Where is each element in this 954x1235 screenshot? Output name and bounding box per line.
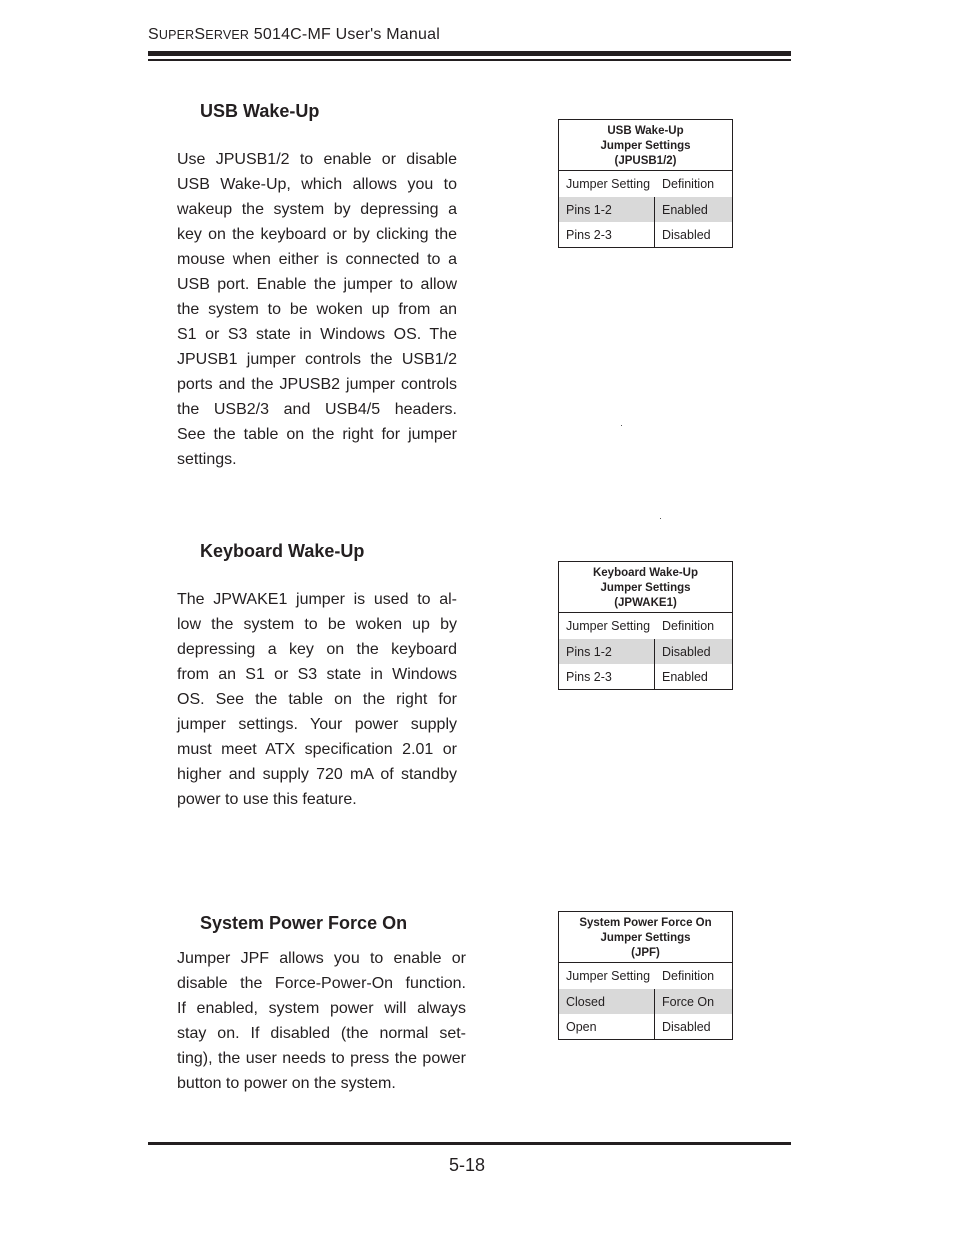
body-line: low the system to be woken up by xyxy=(177,616,457,633)
body-line: disable the Force-Power-On function. xyxy=(177,975,466,992)
jumper-table-usb-wake-up xyxy=(558,119,733,248)
section-title-usb-wake-up: USB Wake-Up xyxy=(200,101,320,121)
header-rule-thin xyxy=(148,59,791,61)
table-header-row xyxy=(559,613,732,639)
body-line: USB port. Enable the jumper to allow xyxy=(177,276,457,293)
section-title-system-power-force-on: System Power Force On xyxy=(200,913,408,933)
body-line: key on the keyboard or by clicking the xyxy=(177,226,457,243)
cell-definition: Enabled xyxy=(662,669,708,684)
table-caption xyxy=(559,562,732,613)
cell-setting: Closed xyxy=(559,989,655,1014)
column-header-definition: Definition xyxy=(662,177,715,191)
caption-line: Jumper Settings xyxy=(600,140,691,152)
speck xyxy=(621,425,622,426)
body-line: S1 or S3 state in Windows OS. The xyxy=(177,326,457,343)
table-caption xyxy=(559,120,732,171)
cell-setting: Open xyxy=(559,1014,655,1039)
table-header-row xyxy=(559,963,732,989)
caption-line: Jumper Settings xyxy=(600,582,691,594)
header-erver: ERVER xyxy=(205,28,250,42)
cell-setting: Pins 2-3 xyxy=(559,664,655,689)
table-row xyxy=(559,222,732,247)
page-number: 5-18 xyxy=(449,1155,486,1175)
jumper-table-system-power-force-on xyxy=(558,911,733,1040)
body-line: mouse when either is connected to a xyxy=(177,251,457,268)
table-row xyxy=(559,197,732,222)
caption-line: System Power Force On xyxy=(579,917,712,929)
section-body-keyboard-wake-up xyxy=(177,587,457,812)
caption-line: (JPF) xyxy=(631,947,660,959)
body-line: The JPWAKE1 jumper is used to al- xyxy=(177,591,457,608)
header-rule-thick xyxy=(148,51,791,56)
column-header-jumper-setting: Jumper Setting xyxy=(566,177,651,191)
table-header-row xyxy=(559,171,732,197)
header-s2: S xyxy=(194,26,206,43)
cell-definition: Disabled xyxy=(662,227,711,242)
caption-line: (JPUSB1/2) xyxy=(614,155,677,167)
body-line: ports and the JPUSB2 jumper controls xyxy=(177,376,457,393)
body-line: depressing a key on the keyboard xyxy=(177,641,457,658)
caption-line: (JPWAKE1) xyxy=(614,597,677,609)
column-header-jumper-setting: Jumper Setting xyxy=(566,619,651,633)
body-line: power to use this feature. xyxy=(177,791,357,808)
body-line: Use JPUSB1/2 to enable or disable xyxy=(177,151,457,168)
column-header-definition: Definition xyxy=(662,969,715,983)
caption-line: Jumper Settings xyxy=(600,932,691,944)
body-line: higher and supply 720 mA of standby xyxy=(177,766,457,783)
column-header-jumper-setting: Jumper Setting xyxy=(566,969,651,983)
speck xyxy=(660,518,661,519)
section-body-system-power-force-on xyxy=(177,946,466,1096)
cell-setting: Pins 2-3 xyxy=(559,222,655,247)
body-line: If enabled, system power will always xyxy=(177,1000,466,1017)
body-line: jumper settings. Your power supply xyxy=(177,716,457,733)
body-line: must meet ATX specification 2.01 or xyxy=(177,741,457,758)
body-line: the system to be woken up from an xyxy=(177,301,457,318)
body-line: See the table on the right for jumper xyxy=(177,426,457,443)
body-line: ting), the user needs to press the power xyxy=(177,1050,466,1067)
cell-definition: Force On xyxy=(662,994,715,1009)
cell-definition: Disabled xyxy=(662,644,711,659)
header-s1: S xyxy=(148,26,159,43)
body-line: button to power on the system. xyxy=(177,1075,396,1092)
table-row xyxy=(559,989,732,1014)
jumper-table-keyboard-wake-up xyxy=(558,561,733,690)
caption-line: Keyboard Wake-Up xyxy=(592,567,698,579)
body-line: stay on. If disabled (the normal set- xyxy=(177,1025,466,1042)
section-title-keyboard-wake-up: Keyboard Wake-Up xyxy=(200,541,365,561)
body-line: wakeup the system by depressing a xyxy=(177,201,457,218)
footer-rule xyxy=(148,1142,791,1145)
table-row xyxy=(559,1014,732,1039)
table-row xyxy=(559,639,732,664)
body-line: settings. xyxy=(177,451,237,468)
table-caption xyxy=(559,912,732,963)
header-title: 5014C-MF User's Manual xyxy=(249,26,440,43)
body-line: OS. See the table on the right for xyxy=(177,691,457,708)
table-row xyxy=(559,664,732,689)
cell-setting: Pins 1-2 xyxy=(559,639,655,664)
section-body-usb-wake-up xyxy=(177,147,457,472)
body-line: the USB2/3 and USB4/5 headers. xyxy=(177,401,457,418)
header-uper: UPER xyxy=(158,28,195,42)
cell-definition: Enabled xyxy=(662,202,708,217)
body-line: Jumper JPF allows you to enable or xyxy=(177,950,466,967)
cell-definition: Disabled xyxy=(662,1019,711,1034)
body-line: from an S1 or S3 state in Windows xyxy=(177,666,457,683)
column-header-definition: Definition xyxy=(662,619,715,633)
cell-setting: Pins 1-2 xyxy=(559,197,655,222)
body-line: USB Wake-Up, which allows you to xyxy=(177,176,457,193)
body-line: JPUSB1 jumper controls the USB1/2 xyxy=(177,351,457,368)
running-header xyxy=(148,26,440,44)
caption-line: USB Wake-Up xyxy=(607,125,684,137)
